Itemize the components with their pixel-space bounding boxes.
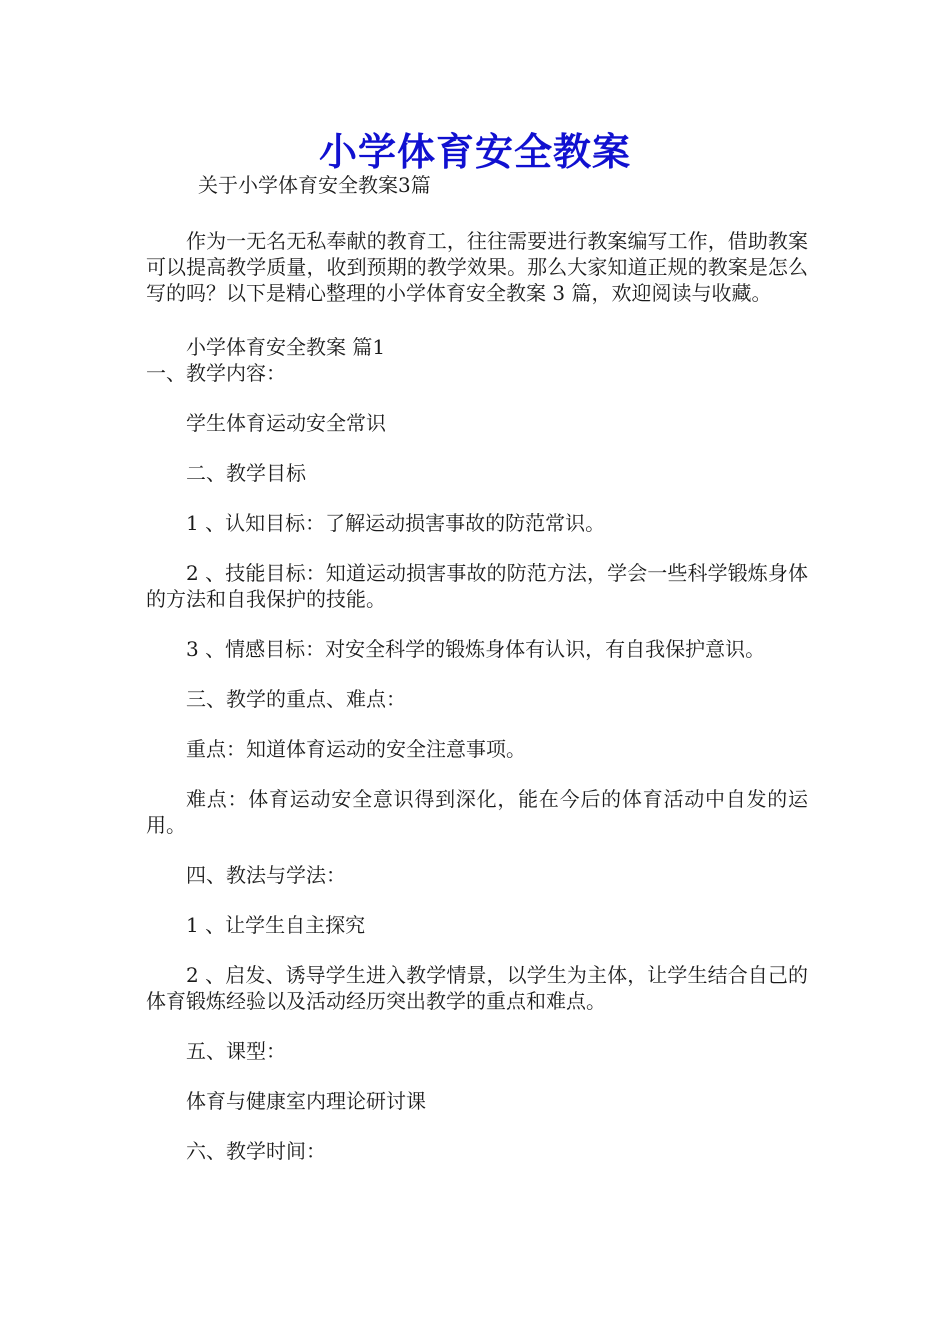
paragraph-method-1: 1 、让学生自主探究 [186, 913, 366, 937]
paragraph-teaching-content: 学生体育运动安全常识 [186, 411, 386, 435]
paragraph-methods-heading: 四、教法与学法： [186, 863, 346, 887]
paragraph-keypoint: 重点：知道体育运动的安全注意事项。 [186, 737, 526, 761]
document-body [146, 172, 808, 1164]
paragraph-goal-emotional: 3 、情感目标：对安全科学的锻炼身体有认识，有自我保护意识。 [186, 637, 766, 661]
document-title: 小学体育安全教案 [318, 129, 631, 174]
paragraph-goal-cognitive: 1 、认知目标：了解运动损害事故的防范常识。 [186, 511, 606, 535]
paragraph-goal-skill: 2 、技能目标：知道运动损害事故的防范方法，学会一些科学锻炼身体的方法和自我保护的技能。 [146, 561, 808, 611]
paragraph-lesson-type-heading: 五、课型： [186, 1039, 286, 1063]
paragraph-difficulty: 难点：体育运动安全意识得到深化，能在今后的体育活动中自发的运用。 [146, 787, 808, 837]
paragraph-method-2: 2 、启发、诱导学生进入教学情景，以学生为主体，让学生结合自己的体育锻炼经验以及活动经历突出教学的重点和难点。 [146, 963, 808, 1013]
document-subtitle: 关于小学体育安全教案3篇 [198, 173, 431, 197]
intro-paragraph: 作为一无名无私奉献的教育工，往往需要进行教案编写工作，借助教案可以提高教学质量，收到预期的教学效果。那么大家知道正规的教案是怎么写的吗？以下是精心整理的小学体育安全教案 3 篇，欢迎阅读与收藏。 [146, 229, 808, 305]
paragraph-goals-heading: 二、教学目标 [186, 461, 306, 485]
paragraph-lesson-type: 体育与健康室内理论研讨课 [186, 1089, 426, 1113]
section-heading: 小学体育安全教案 篇1 [186, 335, 386, 359]
paragraph-keypoints-heading: 三、教学的重点、难点： [186, 687, 406, 711]
paragraph-time-heading: 六、教学时间： [186, 1139, 326, 1163]
paragraph-teaching-content-heading: 一、教学内容： [146, 361, 286, 385]
